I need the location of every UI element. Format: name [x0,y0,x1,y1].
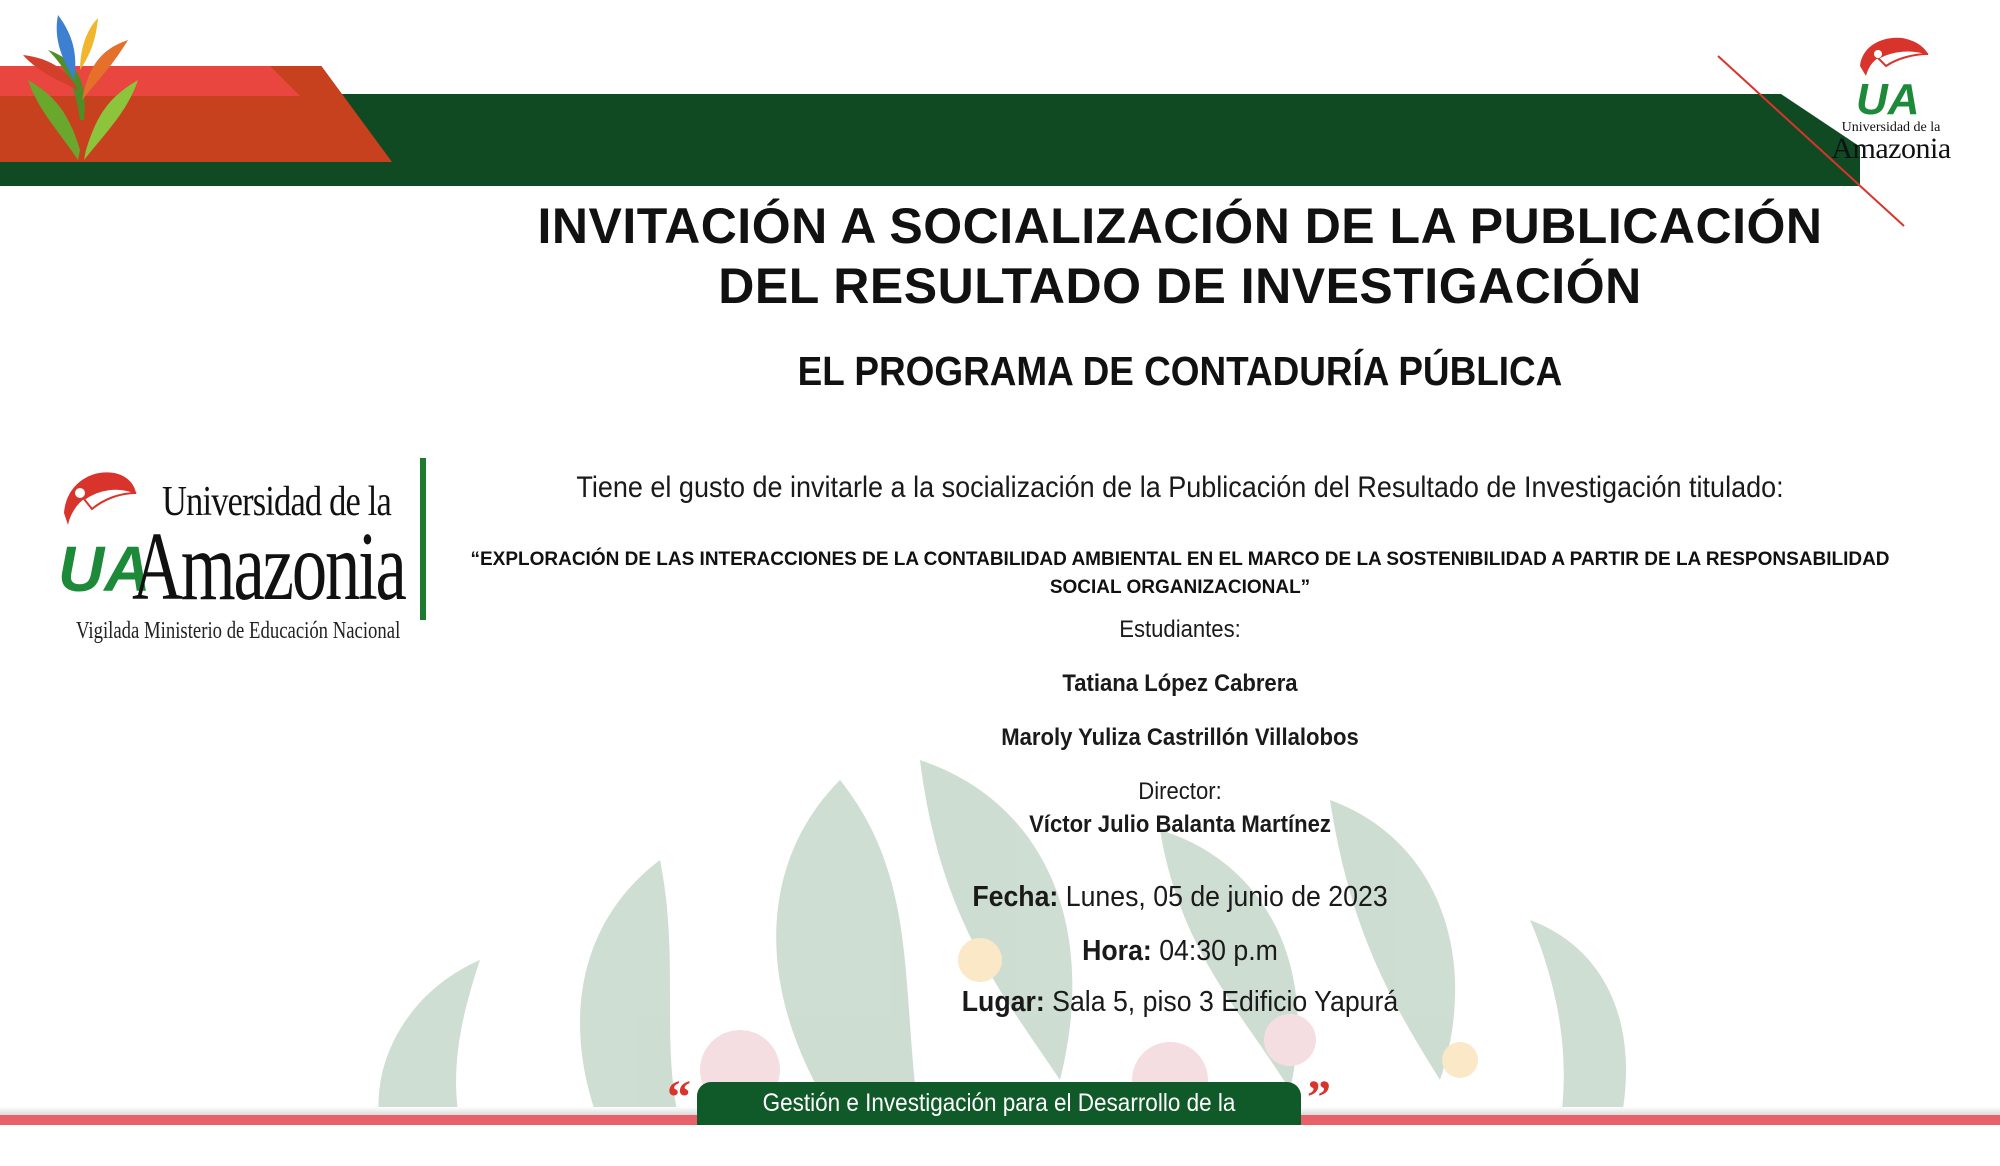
students-label: Estudiantes: [1119,616,1241,643]
logo-left-line1: Universidad de la [162,479,391,525]
student-name-2: Maroly Yuliza Castrillón Villalobos [1001,724,1359,751]
logo-left-divider [420,458,426,620]
director-label: Director: [1138,778,1222,805]
svg-text:UA: UA [58,533,151,605]
event-place-value: Sala 5, piso 3 Edificio Yapurá [1044,986,1399,1018]
toucan-logo-icon [58,463,151,605]
university-logo-top [1796,32,1986,165]
logo-left-line2: Amazonia [132,513,405,621]
page-title [460,196,1900,316]
event-date-label: Fecha: [972,881,1059,913]
event-place-label: Lugar: [961,986,1045,1018]
event-date-value: Lunes, 05 de junio de 2023 [1058,881,1388,913]
close-quote-icon: ” [1307,1071,1331,1124]
page-title-line1: INVITACIÓN A SOCIALIZACIÓN DE LA PUBLICACIÓN [537,198,1823,254]
logo-top-small-text: Universidad de la [1841,120,1941,135]
event-date [518,881,1843,914]
page-title-line2: DEL RESULTADO DE INVESTIGACIÓN [718,258,1642,314]
event-time [518,935,1843,968]
svg-text:UA: UA [1856,75,1920,124]
logo-left-line3: Vigilada Ministerio de Educación Nacional [76,618,401,644]
event-time-label: Hora: [1082,935,1152,967]
flower-decoration-icon [18,10,148,160]
footer-slogan [697,1082,1301,1159]
event-time-value: 04:30 p.m [1151,935,1278,967]
research-title: “EXPLORACIÓN DE LAS INTERACCIONES DE LA CONTABILIDAD AMBIENTAL EN EL MARCO DE LA SOSTENIBILIDAD A PARTIR DE LA RESPONSABILIDAD SOCIAL ORGANIZACIONAL” [470,549,1890,598]
student-name-1: Tatiana López Cabrera [1062,670,1298,697]
footer-slogan-text: Gestión e Investigación para el Desarrollo de la Amazonia [762,1089,1236,1159]
event-place [518,986,1843,1019]
invitation-text: Tiene el gusto de invitarle a la socialización de la Publicación del Resultado de Investigación titulado: [576,471,1784,504]
toucan-logo-icon [1852,32,1932,124]
university-logo-left [58,458,428,658]
director-name: Víctor Julio Balanta Martínez [1029,811,1331,838]
program-subtitle: EL PROGRAMA DE CONTADURÍA PÚBLICA [797,348,1563,394]
open-quote-icon: “ [667,1071,691,1124]
logo-top-big-text: Amazonia [1831,132,1951,165]
